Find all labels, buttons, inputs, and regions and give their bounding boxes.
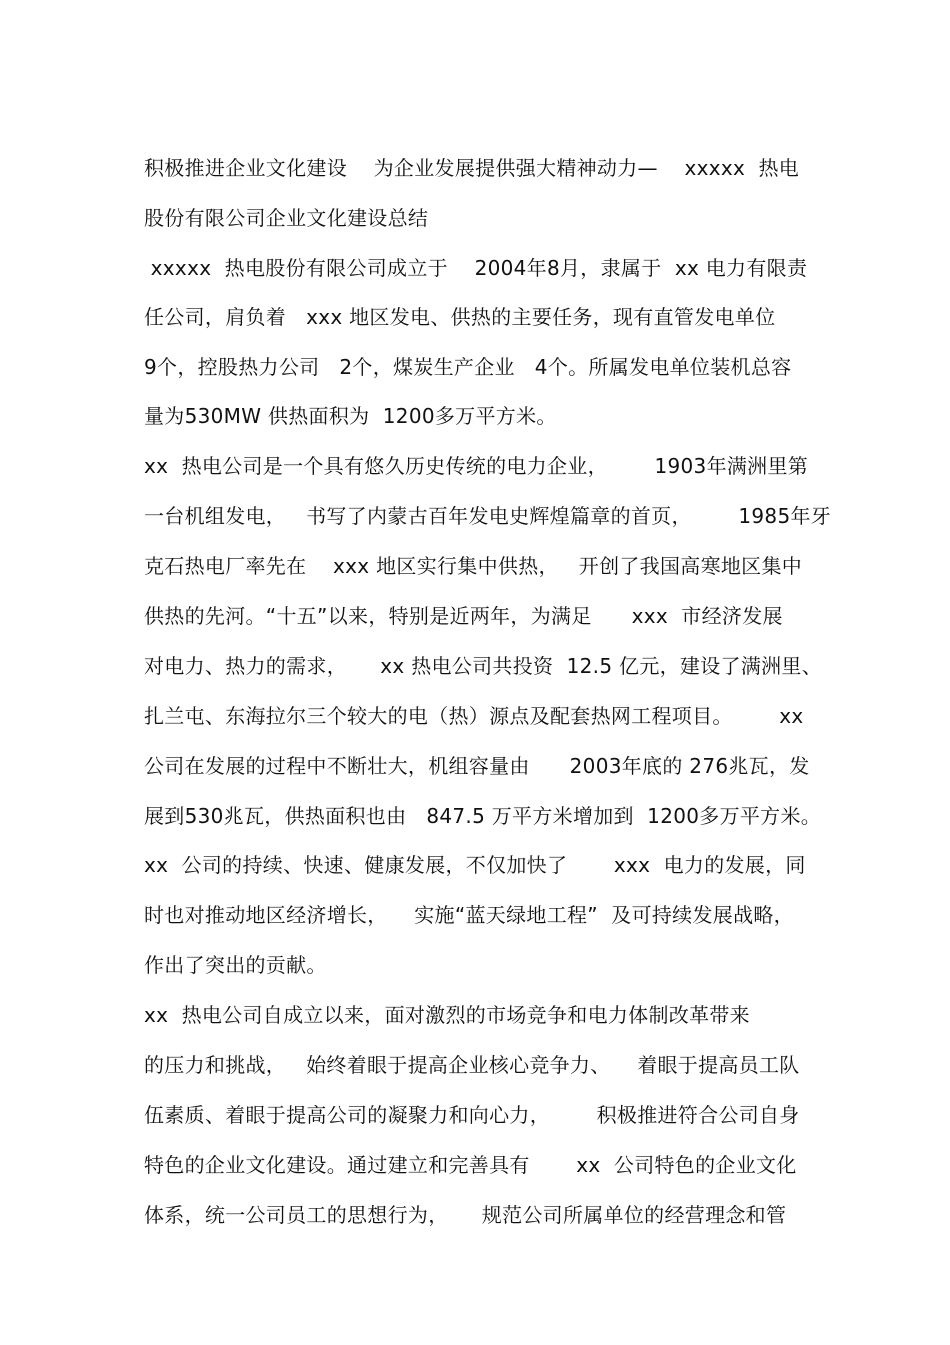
paragraph-3-line-5: 体系，统一公司员工的思想行为， 规范公司所属单位的经营理念和管 (144, 1203, 787, 1227)
paragraph-2-line-4: 供热的先河。“十五”以来，特别是近两年，为满足 xxx 市经济发展 (144, 604, 783, 628)
paragraph-2-line-6: 扎兰屯、东海拉尔三个较大的电（热）源点及配套热网工程项目。 xx (144, 704, 804, 728)
paragraph-1-line-3: 9个，控股热力公司 2个，煤炭生产企业 4个。所属发电单位装机总容 (144, 355, 792, 379)
paragraph-2-line-2: 一台机组发电， 书写了内蒙古百年发电史辉煌篇章的首页， 1985年牙 (144, 504, 832, 528)
paragraph-2-line-7: 公司在发展的过程中不断壮大，机组容量由 2003年底的 276兆瓦，发 (144, 754, 810, 778)
paragraph-2-line-9: xx 公司的持续、快速、健康发展，不仅加快了 xxx 电力的发展，同 (144, 853, 806, 877)
paragraph-2-line-10: 时也对推动地区经济增长， 实施“蓝天绿地工程” 及可持续发展战略， (144, 903, 794, 927)
title-line-1: 积极推进企业文化建设 为企业发展提供强大精神动力— xxxxx 热电 (144, 156, 800, 180)
paragraph-2-line-3: 克石热电厂率先在 xxx 地区实行集中供热， 开创了我国高寒地区集中 (144, 554, 803, 578)
paragraph-1-line-2: 任公司，肩负着 xxx 地区发电、供热的主要任务，现有直管发电单位 (144, 305, 776, 329)
paragraph-2-line-11: 作出了突出的贡献。 (144, 953, 327, 977)
paragraph-3-line-4: 特色的企业文化建设。通过建立和完善具有 xx 公司特色的企业文化 (144, 1153, 797, 1177)
paragraph-2-line-1: xx 热电公司是一个具有悠久历史传统的电力企业， 1903年满洲里第 (144, 454, 809, 478)
paragraph-2-line-5: 对电力、热力的需求， xx 热电公司共投资 12.5 亿元，建设了满洲里、 (144, 654, 823, 678)
paragraph-3-line-1: xx 热电公司自成立以来，面对激烈的市场竞争和电力体制改革带来 (144, 1003, 750, 1027)
paragraph-3-line-3: 伍素质、着眼于提高公司的凝聚力和向心力， 积极推进符合公司自身 (144, 1103, 800, 1127)
paragraph-3-line-2: 的压力和挑战， 始终着眼于提高企业核心竞争力、 着眼于提高员工队 (144, 1053, 800, 1077)
paragraph-2-line-8: 展到530兆瓦，供热面积也由 847.5 万平方米增加到 1200多万平方米。 (144, 804, 822, 828)
paragraph-1-line-4: 量为530MW 供热面积为 1200多万平方米。 (144, 404, 557, 428)
paragraph-1-line-1: xxxxx 热电股份有限公司成立于 2004年8月，隶属于 xx 电力有限责 (144, 256, 808, 280)
title-line-2: 股份有限公司企业文化建设总结 (144, 206, 429, 230)
